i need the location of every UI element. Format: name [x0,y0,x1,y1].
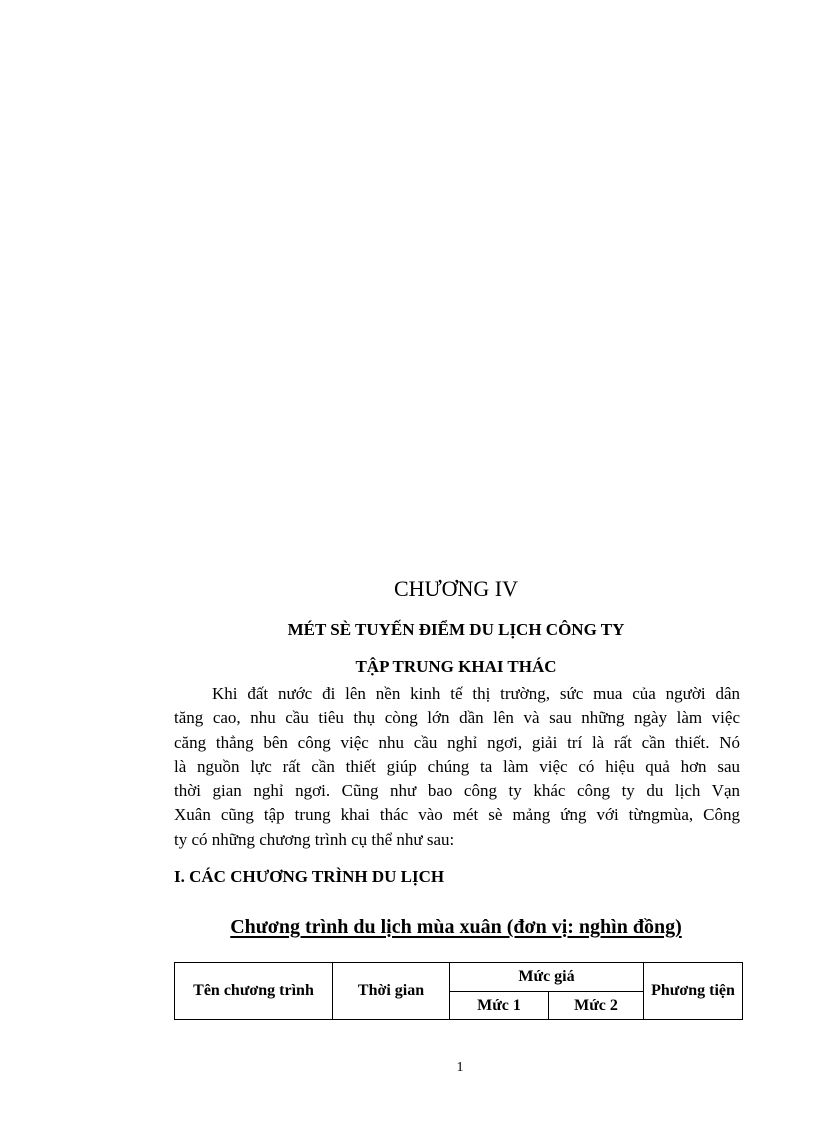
chapter-heading-line-2: TẬP TRUNG KHAI THÁC [355,657,557,676]
intro-line: ty có những chương trình cụ thể như sau: [174,829,455,849]
intro-line: Xuân cũng tập trung khai thác vào mét sè mảng ứng với từngmùa, Công [174,805,740,825]
intro-line: tăng cao, nhu cầu tiêu thụ còng lớn dần lên và sau những ngày làm việc [174,708,740,728]
table-title-text: Chương trình du lịch mùa xuân (đơn vị: nghìn đồng) [230,916,682,938]
header-program-name: Tên chương trình [175,963,333,1020]
intro-line: căng thẳng bên công việc nhu cầu nghỉ ngơi, giải trí là rất cần thiết. Nó [174,732,740,752]
header-level-2: Mức 2 [549,992,644,1020]
price-table [174,962,743,1020]
header-level-1: Mức 1 [450,992,549,1020]
table-header-row [175,963,743,992]
intro-line: Khi đất nước đi lên nền kinh tế thị trường, sức mua của người dân [212,684,740,703]
intro-line: thời gian nghỉ ngơi. Cũng như bao công ty khác công ty du lịch Vạn [174,781,740,801]
header-transport: Phương tiện [644,963,743,1020]
chapter-title: CHƯƠNG IV [393,576,518,601]
intro-paragraph [174,682,740,852]
chapter-heading-line-1: MÉT SÈ TUYẾN ĐIỂM DU LỊCH CÔNG TY [287,620,625,639]
header-time: Thời gian [333,963,450,1020]
page-number: 1 [456,1060,464,1075]
header-price-level: Mức giá [450,963,644,992]
intro-line: là nguồn lực rất cần thiết giúp chúng ta làm việc có hiệu quả hơn sau [174,756,740,776]
section-heading: I. CÁC CHƯƠNG TRÌNH DU LỊCH [174,867,445,886]
table-title [0,914,816,940]
